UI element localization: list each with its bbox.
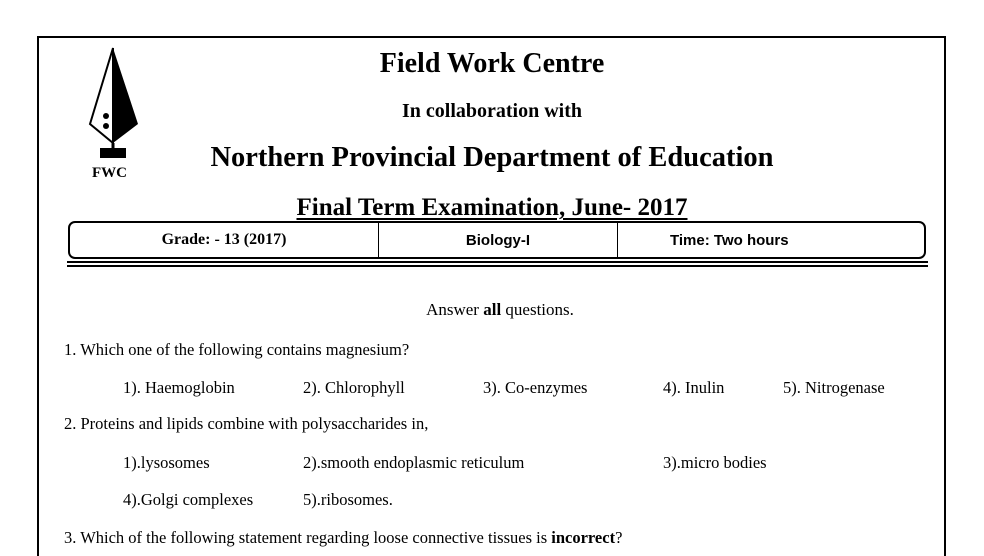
divider-line xyxy=(67,261,928,263)
organization-title: Field Work Centre xyxy=(379,48,605,79)
q1-option-2: 2). Chlorophyll xyxy=(303,378,405,397)
exam-info-box xyxy=(68,221,926,259)
time-cell: Time: Two hours xyxy=(670,231,789,249)
q1-option-3: 3). Co-enzymes xyxy=(483,378,588,397)
instructions: Answer all questions. xyxy=(426,300,574,319)
question-2: 2. Proteins and lipids combine with polysaccharides in, xyxy=(64,414,429,433)
q2-option-4: 4).Golgi complexes xyxy=(123,490,254,509)
q2-option-2: 2).smooth endoplasmic reticulum xyxy=(303,453,525,472)
department-title: Northern Provincial Department of Education xyxy=(210,142,774,173)
logo-label: FWC xyxy=(92,165,127,181)
collaboration-text: In collaboration with xyxy=(401,100,583,122)
q1-option-1: 1). Haemoglobin xyxy=(123,378,235,397)
question-3: 3. Which of the following statement regarding loose connective tissues is incorrect? xyxy=(64,528,623,547)
subject-cell: Biology-I xyxy=(379,223,618,257)
exam-title: Final Term Examination, June- 2017 xyxy=(296,194,688,221)
q2-option-3: 3).micro bodies xyxy=(663,453,767,472)
question-1: 1. Which one of the following contains magnesium? xyxy=(64,340,410,359)
q1-option-5: 5). Nitrogenase xyxy=(783,378,885,397)
divider-line xyxy=(67,265,928,267)
fwc-logo-icon xyxy=(86,46,142,166)
grade-cell: Grade: - 13 (2017) xyxy=(70,223,379,257)
q2-option-5: 5).ribosomes. xyxy=(303,490,393,509)
q2-option-1: 1).lysosomes xyxy=(123,453,210,472)
q1-option-4: 4). Inulin xyxy=(663,378,725,397)
